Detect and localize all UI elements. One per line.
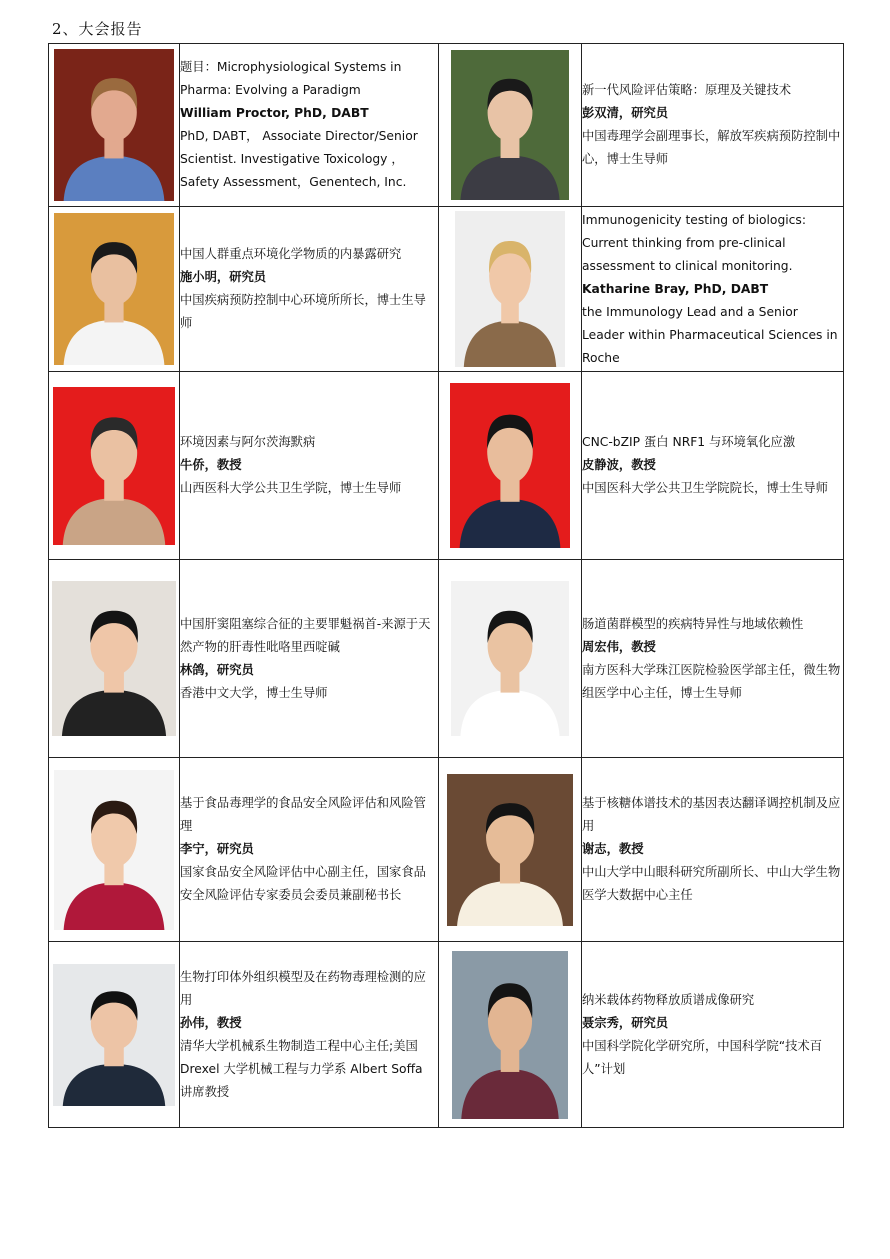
speaker-affiliation: 国家食品安全风险评估中心副主任，国家食品安全风险评估专家委员会委员兼副秘书长 — [180, 865, 426, 902]
speaker-photo-cell — [439, 207, 582, 372]
speaker-name: 皮静波，教授 — [582, 458, 656, 472]
speaker-row — [49, 758, 844, 942]
speaker-info — [582, 44, 844, 207]
speaker-name: 彭双清，研究员 — [582, 106, 669, 120]
portrait-image — [53, 387, 175, 545]
speaker-name: 牛侨，教授 — [180, 458, 242, 472]
talk-title: Immunogenicity testing of biologics: Current thinking from pre-clinical assessment to clinical monitoring. — [582, 212, 806, 273]
talk-title: 肠道菌群模型的疾病特异性与地域依赖性 — [582, 616, 804, 631]
speaker-portrait — [455, 211, 565, 367]
speaker-photo-cell — [49, 44, 180, 207]
speaker-affiliation: 山西医科大学公共卫生学院，博士生导师 — [180, 481, 402, 495]
speaker-portrait — [54, 49, 174, 201]
speaker-name: 谢志，教授 — [582, 842, 644, 856]
speaker-portrait — [53, 387, 175, 545]
portrait-image — [451, 581, 569, 736]
speaker-affiliation: 清华大学机械系生物制造工程中心主任;美国 Drexel 大学机械工程与力学系 Albert Soffa 讲席教授 — [180, 1038, 423, 1099]
speaker-portrait — [447, 774, 573, 926]
speaker-row — [49, 560, 844, 758]
speaker-portrait — [54, 770, 174, 930]
speaker-name: 孙伟，教授 — [180, 1015, 242, 1030]
speaker-affiliation: 香港中文大学，博士生导师 — [180, 685, 328, 700]
speaker-name: 周宏伟，教授 — [582, 639, 656, 654]
talk-title: 基于食品毒理学的食品安全风险评估和风险管理 — [180, 796, 426, 833]
speaker-portrait — [451, 581, 569, 736]
speaker-photo-cell — [439, 44, 582, 207]
speaker-info — [582, 207, 844, 372]
speaker-photo-cell — [439, 942, 582, 1128]
speaker-affiliation: the Immunology Lead and a Senior Leader within Pharmaceutical Sciences in Roche — [582, 304, 838, 365]
speaker-row — [49, 942, 844, 1128]
speaker-affiliation: 中山大学中山眼科研究所副所长、中山大学生物医学大数据中心主任 — [582, 865, 841, 902]
talk-title: CNC-bZIP 蛋白 NRF1 与环境氧化应激 — [582, 435, 796, 449]
portrait-image — [452, 951, 568, 1119]
speaker-portrait — [54, 213, 174, 365]
speaker-portrait — [451, 50, 569, 200]
portrait-image — [52, 581, 176, 736]
portrait-image — [53, 964, 175, 1106]
speaker-name: 施小明，研究员 — [180, 270, 267, 284]
talk-title: 生物打印体外组织模型及在药物毒理检测的应用 — [180, 969, 426, 1007]
speaker-photo-cell — [49, 372, 180, 560]
talk-title: 环境因素与阿尔茨海默病 — [180, 435, 316, 449]
portrait-image — [450, 383, 570, 548]
speaker-info — [582, 758, 844, 942]
speaker-photo-cell — [49, 758, 180, 942]
portrait-image — [451, 50, 569, 200]
speaker-affiliation: 中国医科大学公共卫生学院院长，博士生导师 — [582, 481, 828, 495]
speaker-portrait — [53, 964, 175, 1106]
speaker-portrait — [52, 581, 176, 736]
speaker-photo-cell — [49, 942, 180, 1128]
portrait-image — [54, 49, 174, 201]
talk-title: 新一代风险评估策略：原理及关键技术 — [582, 83, 792, 97]
speaker-affiliation: 中国科学院化学研究所，中国科学院“技术百人”计划 — [582, 1038, 823, 1076]
section-title: 2、大会报告 — [52, 20, 143, 38]
speaker-affiliation: 中国疾病预防控制中心环境所所长，博士生导师 — [180, 293, 426, 330]
talk-title: 纳米载体药物释放质谱成像研究 — [582, 992, 755, 1007]
speaker-info — [582, 560, 844, 758]
portrait-image — [54, 213, 174, 365]
speaker-affiliation: PhD, DABT， Associate Director/Senior Scientist. Investigative Toxicology ，Safety Assessment，Genentech, Inc. — [180, 129, 418, 189]
speaker-name: 聂宗秀，研究员 — [582, 1015, 669, 1030]
speaker-info — [180, 942, 439, 1128]
portrait-image — [447, 774, 573, 926]
speaker-row — [49, 207, 844, 372]
speaker-photo-cell — [439, 372, 582, 560]
speaker-portrait — [452, 951, 568, 1119]
speaker-name: 李宁，研究员 — [180, 842, 254, 856]
speaker-info — [180, 44, 439, 207]
speaker-info — [180, 207, 439, 372]
speaker-row — [49, 44, 844, 207]
speaker-name: 林鸽，研究员 — [180, 662, 254, 677]
speaker-info — [180, 372, 439, 560]
talk-title: 基于核糖体谱技术的基因表达翻译调控机制及应用 — [582, 796, 841, 833]
speaker-portrait — [450, 383, 570, 548]
speaker-affiliation: 南方医科大学珠江医院检验医学部主任，微生物组医学中心主任，博士生导师 — [582, 662, 841, 700]
speaker-table — [48, 43, 844, 1128]
speaker-info — [180, 758, 439, 942]
speaker-name: William Proctor, PhD, DABT — [180, 106, 369, 120]
speaker-info — [180, 560, 439, 758]
speaker-photo-cell — [49, 207, 180, 372]
speaker-affiliation: 中国毒理学会副理事长，解放军疾病预防控制中心，博士生导师 — [582, 129, 841, 166]
talk-title: 中国人群重点环境化学物质的内暴露研究 — [180, 247, 402, 261]
portrait-image — [455, 211, 565, 367]
portrait-image — [54, 770, 174, 930]
speaker-photo-cell — [49, 560, 180, 758]
speaker-name: Katharine Bray, PhD, DABT — [582, 281, 769, 296]
talk-title: 中国肝窦阻塞综合征的主要罪魁祸首-来源于天然产物的肝毒性吡咯里西啶碱 — [180, 616, 431, 654]
speaker-row — [49, 372, 844, 560]
speaker-info — [582, 372, 844, 560]
talk-title: 题目：Microphysiological Systems in Pharma: Evolving a Paradigm — [180, 60, 402, 97]
speaker-info — [582, 942, 844, 1128]
speaker-photo-cell — [439, 560, 582, 758]
speaker-photo-cell — [439, 758, 582, 942]
